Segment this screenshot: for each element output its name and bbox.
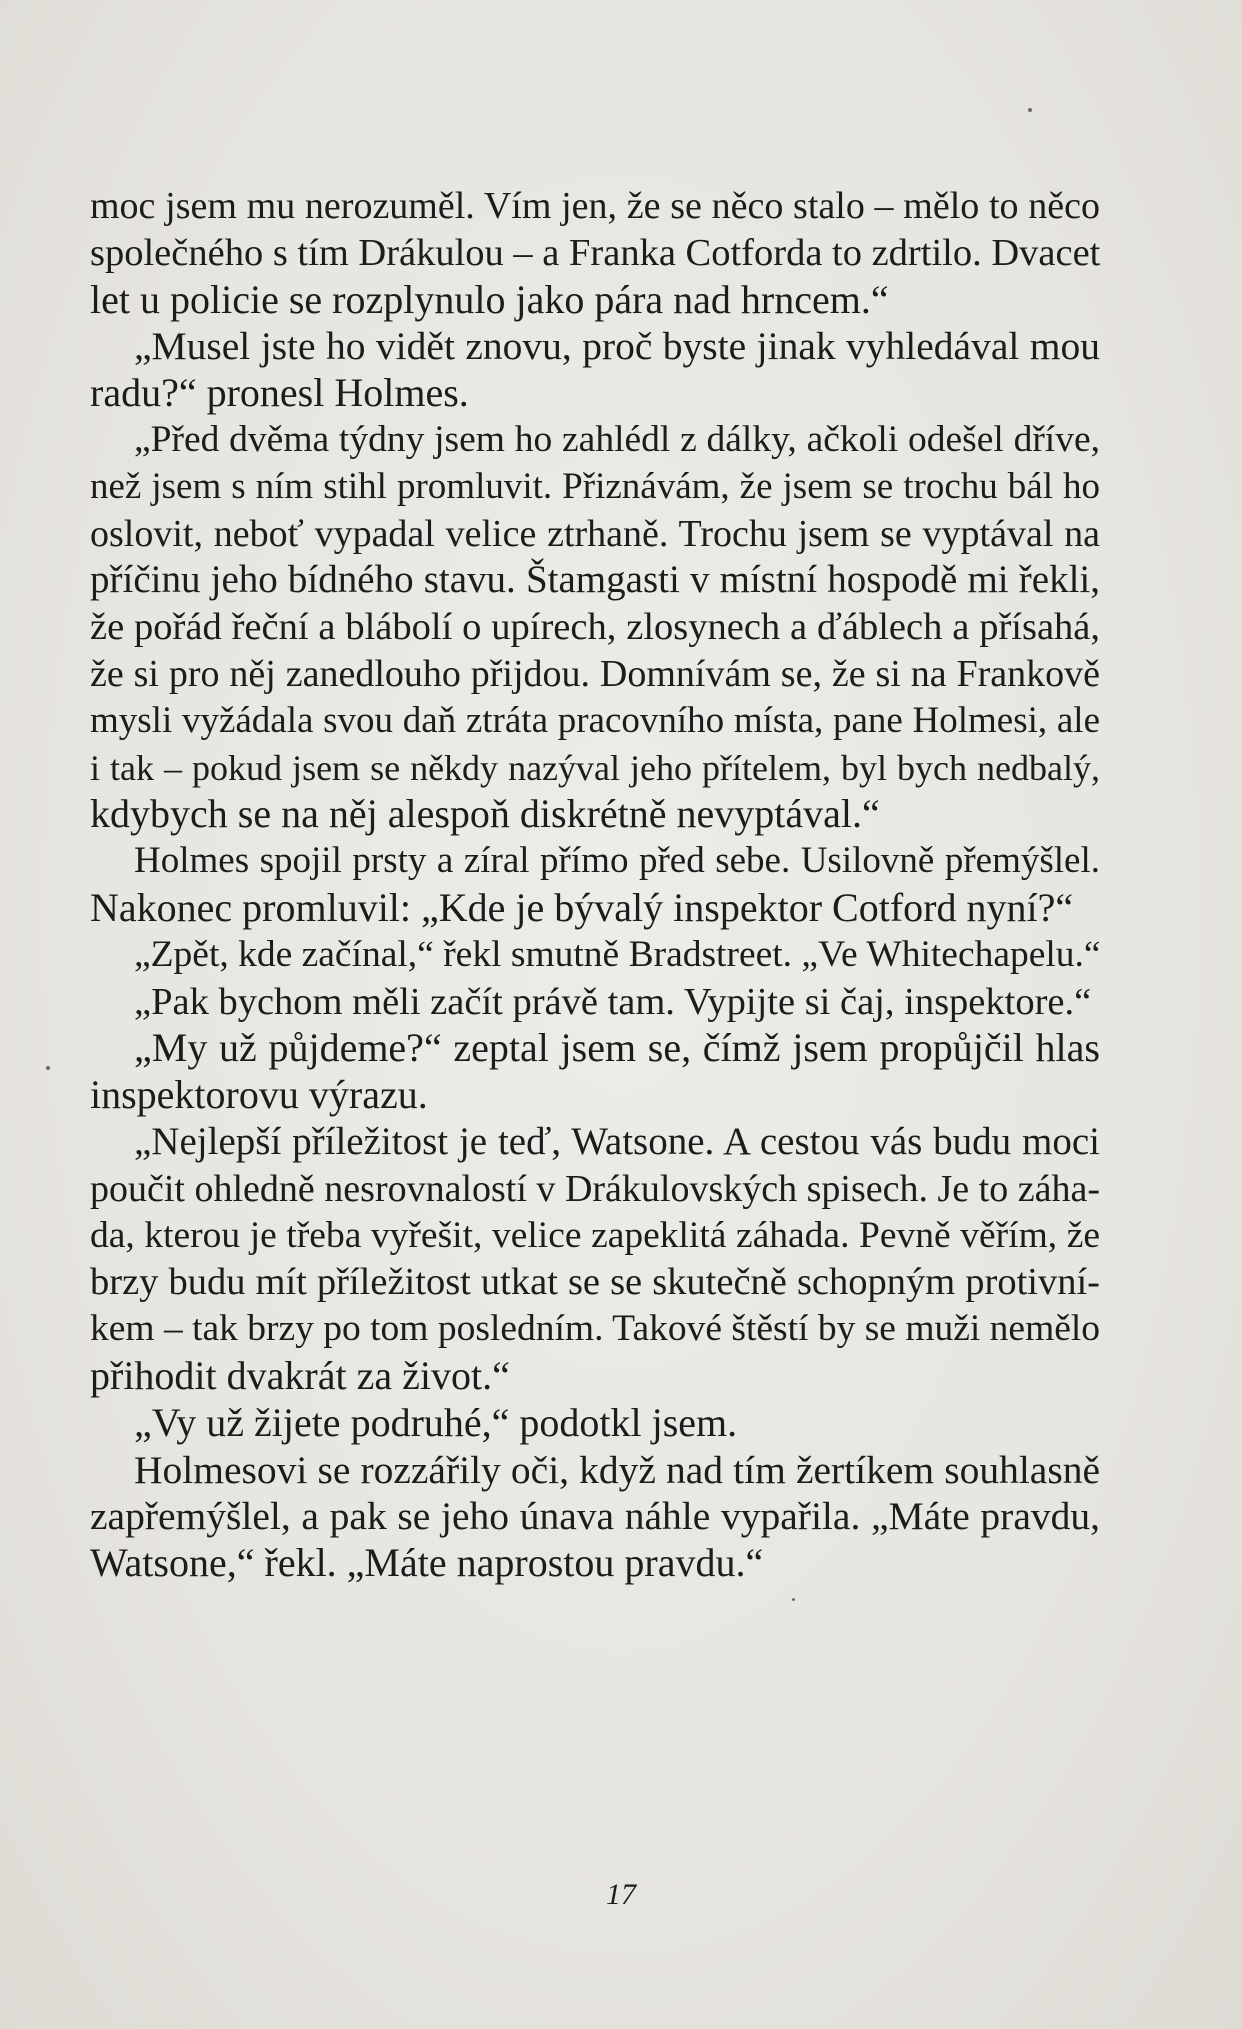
text-line: mysli vyžádala svou daň ztráta pracovního místa, pane Holmesi, ale xyxy=(90,699,1100,741)
text-line: kdybych se na něj alespoň diskrétně nevyptával.“ xyxy=(90,791,880,837)
page-number: 17 xyxy=(606,1878,636,1911)
text-line: že si pro něj zanedlouho přijdou. Domnívám se, že si na Frankově xyxy=(90,652,1100,695)
text-line: než jsem s ním stihl promluvit. Přiznávám, že jsem se trochu bál ho xyxy=(90,465,1100,507)
text-line: „Nejlepší příležitost je teď, Watsone. A cestou vás budu moci xyxy=(134,1119,1100,1163)
text-line: „Zpět, kde začínal,“ řekl smutně Bradstreet. „Ve Whitechapelu.“ xyxy=(134,933,1101,975)
text-line: společného s tím Drákulou – a Franka Cotforda to zdrtilo. Dvacet xyxy=(90,231,1101,274)
text-line: brzy budu mít příležitost utkat se se skutečně schopným protivní- xyxy=(90,1261,1100,1304)
text-line: „Vy už žijete podruhé,“ podotkl jsem. xyxy=(134,1399,738,1445)
text-line: „Pak bychom měli začít právě tam. Vypijte si čaj, inspektore.“ xyxy=(134,980,1092,1023)
text-line: „My už půjdeme?“ zeptal jsem se, čímž jsem propůjčil hlas xyxy=(134,1025,1100,1071)
text-line: Holmes spojil prsty a zíral přímo před sebe. Usilovně přemýšlel. xyxy=(134,840,1100,882)
text-line: kem – tak brzy po tom posledním. Takové štěstí by se muži nemělo xyxy=(90,1308,1101,1350)
text-line: Nakonec promluvil: „Kde je bývalý inspektor Cotford nyní?“ xyxy=(90,884,1074,930)
text-line: Holmesovi se rozzářily oči, když nad tím žertíkem souhlasně xyxy=(134,1447,1100,1492)
text-line: i tak – pokud jsem se někdy nazýval jeho přítelem, byl bych nedbalý, xyxy=(90,747,1100,788)
paper-speck xyxy=(1028,108,1032,112)
text-line: poučit ohledně nesrovnalostí v Drákulovských spisech. Je to záha- xyxy=(90,1167,1100,1210)
text-line: že pořád řeční a blábolí o upírech, zlosynech a ďáblech a přísahá, xyxy=(90,606,1100,649)
paper-speck xyxy=(46,1066,50,1070)
body-text xyxy=(90,183,1100,1587)
text-line: „Musel jste ho vidět znovu, proč byste jinak vyhledával mou xyxy=(134,324,1100,369)
text-line: „Před dvěma týdny jsem ho zahlédl z dálky, ačkoli odešel dříve, xyxy=(134,418,1100,460)
text-line: přihodit dvakrát za život.“ xyxy=(90,1352,510,1398)
text-line: zapřemýšlel, a pak se jeho únava náhle vypařila. „Máte pravdu, xyxy=(90,1494,1100,1539)
text-line: radu?“ pronesl Holmes. xyxy=(90,370,469,416)
text-line: let u policie se rozplynulo jako pára nad hrncem.“ xyxy=(90,276,889,322)
text-line: Watsone,“ řekl. „Máte naprostou pravdu.“ xyxy=(90,1540,764,1586)
text-line: inspektorovu výrazu. xyxy=(90,1072,428,1118)
paper-speck xyxy=(792,1598,795,1601)
text-line: da, kterou je třeba vyřešit, velice zapeklitá záhada. Pevně věřím, že xyxy=(90,1214,1100,1256)
text-line: příčinu jeho bídného stavu. Štamgasti v místní hospodě mi řekli, xyxy=(90,558,1100,602)
text-line: oslovit, neboť vypadal velice ztrhaně. Trochu jsem se vyptával na xyxy=(90,512,1100,555)
text-line: moc jsem mu nerozuměl. Vím jen, že se něco stalo – mělo to něco xyxy=(90,185,1100,227)
